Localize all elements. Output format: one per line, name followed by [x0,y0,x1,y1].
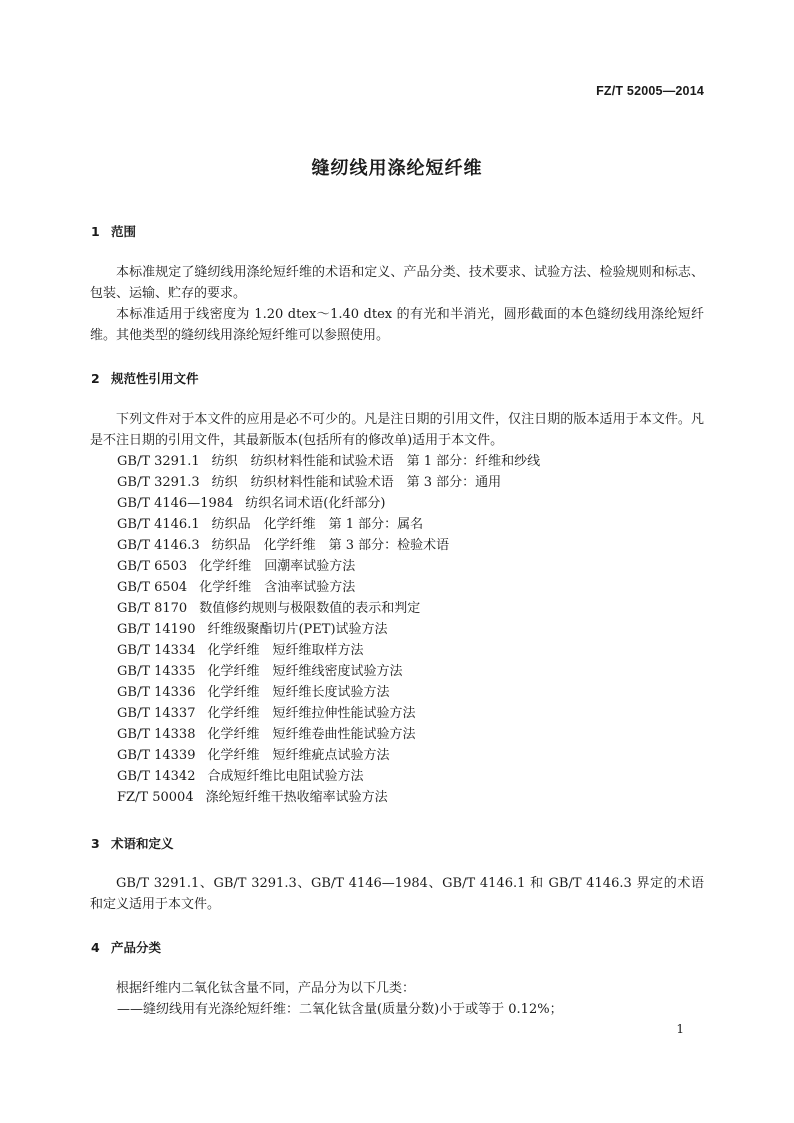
reference-code: GB/T 14336 [117,685,196,700]
reference-item [117,535,540,556]
section-3-paragraph: GB/T 3291.1、GB/T 3291.3、GB/T 4146—1984、GB/T 4146.1 和 GB/T 4146.3 界定的术语和定义适用于本文件。 [90,876,704,912]
reference-item [117,640,540,661]
section-1-paragraph-2: 本标准适用于线密度为 1.20 dtex～1.40 dtex 的有光和半消光，圆形截面的本色缝纫线用涤纶短纤维。其他类型的缝纫线用涤纶短纤维可以参照使用。 [90,307,704,343]
section-title: 范围 [111,224,137,239]
reference-code: GB/T 14190 [117,622,196,637]
reference-title: 化学纤维 含油率试验方法 [199,580,356,595]
reference-item [117,451,540,472]
section-2-heading [91,369,199,387]
section-4-heading [91,938,161,956]
reference-item [117,514,540,535]
section-title: 规范性引用文件 [111,371,199,386]
reference-item [117,724,540,745]
reference-title: 化学纤维 短纤维线密度试验方法 [207,664,403,679]
reference-item [117,766,540,787]
reference-item [117,787,540,808]
reference-item [117,577,540,598]
reference-title: 合成短纤维比电阻试验方法 [207,769,364,784]
reference-title: 化学纤维 短纤维取样方法 [207,643,364,658]
reference-code: GB/T 14338 [117,727,196,742]
reference-code: GB/T 6503 [117,559,188,574]
section-1-paragraph-1: 本标准规定了缝纫线用涤纶短纤维的术语和定义、产品分类、技术要求、试验方法、检验规则和标志、包装、运输、贮存的要求。 [90,265,704,301]
reference-item [117,472,540,493]
section-number: 2 [91,371,100,386]
reference-item [117,703,540,724]
reference-title: 化学纤维 短纤维拉伸性能试验方法 [207,706,416,721]
section-number: 4 [91,940,100,955]
reference-code: GB/T 14334 [117,643,196,658]
reference-title: 纺织名词术语(化纤部分) [245,496,386,511]
section-title: 术语和定义 [111,836,174,851]
reference-item [117,682,540,703]
section-number: 1 [91,224,100,239]
section-1-heading [91,222,136,240]
section-number: 3 [91,836,100,851]
reference-title: 化学纤维 短纤维长度试验方法 [207,685,390,700]
reference-code: FZ/T 50004 [117,790,194,805]
reference-title: 纺织 纺织材料性能和试验术语 第 3 部分：通用 [211,475,502,490]
section-4-paragraph: 根据纤维内二氧化钛含量不同，产品分为以下几类： [116,981,416,996]
section-3-heading [91,834,174,852]
reference-title: 数值修约规则与极限数值的表示和判定 [199,601,421,616]
reference-code: GB/T 14339 [117,748,196,763]
reference-code: GB/T 4146.1 [117,517,200,532]
reference-item [117,745,540,766]
reference-code: GB/T 3291.1 [117,454,200,469]
section-2-intro: 下列文件对于本文件的应用是必不可少的。凡是注日期的引用文件，仅注日期的版本适用于本文件。凡是不注日期的引用文件，其最新版本(包括所有的修改单)适用于本文件。 [90,412,704,448]
reference-item [117,493,540,514]
reference-item [117,619,540,640]
reference-code: GB/T 4146—1984 [117,496,234,511]
reference-code: GB/T 3291.3 [117,475,200,490]
reference-code: GB/T 4146.3 [117,538,200,553]
reference-title: 纺织品 化学纤维 第 1 部分：属名 [211,517,424,532]
reference-title: 涤纶短纤维干热收缩率试验方法 [205,790,388,805]
reference-item [117,661,540,682]
document-title: 缝纫线用涤纶短纤维 [311,158,483,179]
reference-title: 化学纤维 短纤维卷曲性能试验方法 [207,727,416,742]
reference-item [117,598,540,619]
reference-title: 化学纤维 短纤维疵点试验方法 [207,748,390,763]
standard-code: FZ/T 52005—2014 [596,84,704,98]
reference-code: GB/T 14335 [117,664,196,679]
reference-title: 纤维级聚酯切片(PET)试验方法 [207,622,388,637]
reference-title: 纺织 纺织材料性能和试验术语 第 1 部分：纤维和纱线 [211,454,541,469]
classification-item: ——缝纫线用有光涤纶短纤维：二氧化钛含量(质量分数)小于或等于 0.12%； [117,1002,563,1017]
reference-title: 纺织品 化学纤维 第 3 部分：检验术语 [211,538,450,553]
reference-item [117,556,540,577]
reference-list [117,451,540,808]
page-number: 1 [676,1022,684,1036]
reference-code: GB/T 6504 [117,580,188,595]
reference-code: GB/T 8170 [117,601,188,616]
reference-code: GB/T 14337 [117,706,196,721]
section-title: 产品分类 [111,940,162,955]
reference-title: 化学纤维 回潮率试验方法 [199,559,356,574]
reference-code: GB/T 14342 [117,769,196,784]
